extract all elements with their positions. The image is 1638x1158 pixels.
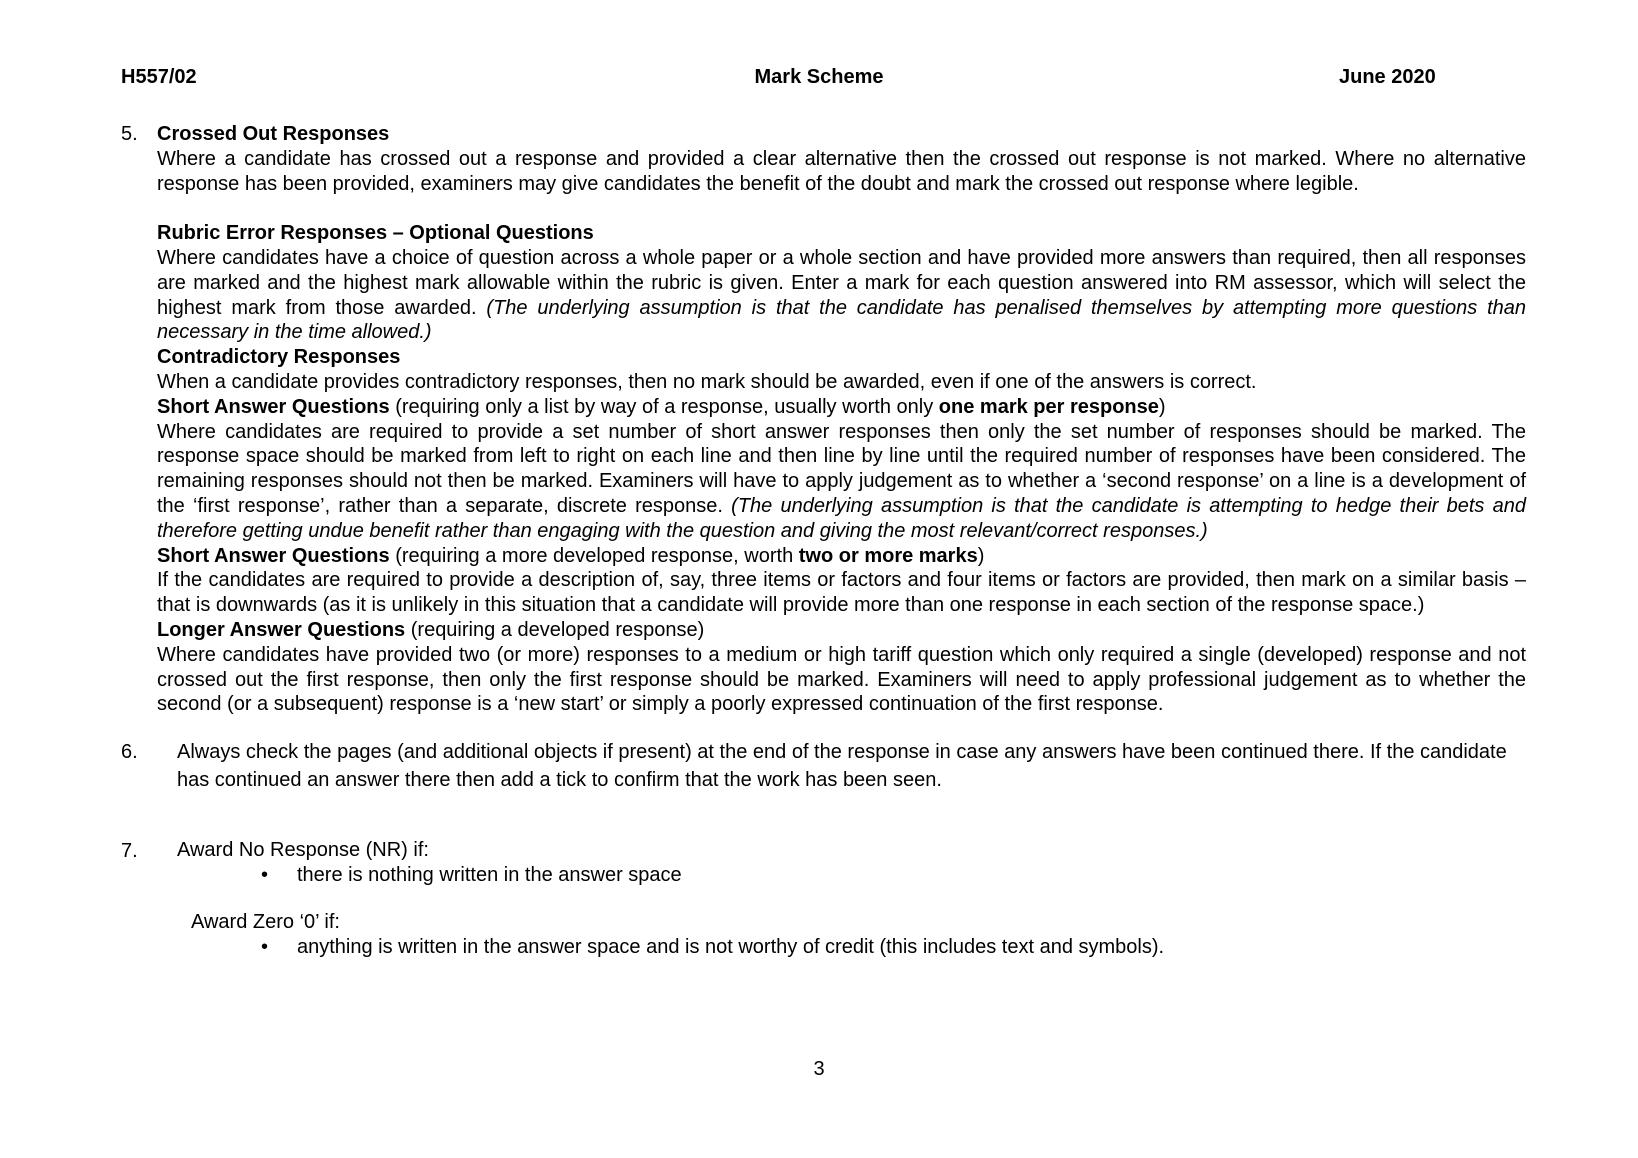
longer-answer-pre: (requiring a developed response) xyxy=(405,618,705,641)
longer-answer-text: Where candidates have provided two (or more) responses to a medium or high tariff question which only required a single (developed) response and not crossed out the first response, then only the first response should be marked. Examiners will need to apply professional judgement as to whether the second (or a subsequent) response is a ‘new start’ or simply a poorly expressed continuation of the first response. xyxy=(157,643,1526,716)
no-response-bullet xyxy=(121,863,1526,888)
rubric-heading: Rubric Error Responses – Optional Questions xyxy=(157,222,594,245)
document-title: Mark Scheme xyxy=(754,66,884,88)
bullet-icon: • xyxy=(261,935,269,958)
zero-intro: Award Zero ‘0’ if: xyxy=(191,910,340,933)
no-response-intro: Award No Response (NR) if: xyxy=(177,839,429,862)
short-answer-1-post: ) xyxy=(1158,395,1166,418)
longer-answer-heading-line xyxy=(157,618,1526,643)
zero-bullet-text: anything is written in the answer space and is not worthy of credit (this includes text and symbols). xyxy=(297,935,1165,958)
section-5-body xyxy=(157,122,1526,717)
section-number: 7. xyxy=(121,840,138,863)
section-number: 5. xyxy=(121,123,138,145)
section-6-text: Always check the pages (and additional objects if present) at the end of the response in case any answers have been continued there. If the candidate has continued an answer there then add a tick to confirm that the work has been seen. xyxy=(177,741,1507,791)
short-answer-1-text: Where candidates are required to provide a set number of short answer responses then only the set number of responses should be marked. The response space should be marked from left to right on each line and then line by line until the required number of responses have been considered. The remaining responses should not then be marked. Examiners will have to apply judgement as to whether a ‘second response’ on a line is a development of the ‘first response’, rather than a separate, discrete response. xyxy=(157,420,1526,517)
rubric-paragraph xyxy=(157,246,1526,345)
short-answer-1-pre: (requiring only a list by way of a response, usually worth only xyxy=(389,395,939,418)
short-answer-2-text: If the candidates are required to provide a description of, say, three items or factors and four items or factors are provided, then mark on a similar basis – that is downwards (as it is unlikely in this situation that a candidate will provide more than one response in each section of the response space.) xyxy=(157,569,1526,617)
zero-bullet xyxy=(121,935,1526,960)
short-answer-1-italic-note: (The underlying assumption is that the candidate is attempting to hedge their bets and therefore getting undue benefit rather than engaging with the question and giving the most relevant/correct responses.) xyxy=(157,494,1527,542)
section-5 xyxy=(121,122,1526,717)
longer-answer-heading: Longer Answer Questions xyxy=(157,618,406,641)
short-answer-1-heading: Short Answer Questions xyxy=(157,395,390,418)
page-content xyxy=(121,122,1526,959)
contradictory-heading: Contradictory Responses xyxy=(157,346,401,369)
rubric-italic-note: (The underlying assumption is that the candidate has penalised themselves by attempting more questions than necessary in the time allowed.) xyxy=(157,296,1527,344)
section-number: 6. xyxy=(121,741,138,764)
section-6 xyxy=(121,739,1526,794)
contradictory-text: When a candidate provides contradictory responses, then no mark should be awarded, even if one of the answers is correct. xyxy=(157,370,1257,393)
rubric-text: Where candidates have a choice of question across a whole paper or a whole section and have provided more answers than required, then all responses are marked and the highest mark allowable within the rubric is given. Enter a mark for each question answered into RM assessor, which will select the highest mark from those awarded. xyxy=(157,246,1526,319)
short-answer-2-bold: two or more marks xyxy=(798,544,978,567)
crossed-out-heading: Crossed Out Responses xyxy=(157,123,390,145)
document-code: H557/02 xyxy=(121,66,197,88)
document-date: June 2020 xyxy=(1339,66,1436,88)
short-answer-1-heading-line xyxy=(157,395,1526,420)
page-number: 3 xyxy=(813,1058,825,1080)
crossed-out-text: Where a candidate has crossed out a response and provided a clear alternative then the crossed out response is not marked. Where no alternative response has been provided, examiners may give candidates the benefit of the doubt and mark the crossed out response where legible. xyxy=(157,147,1526,195)
short-answer-1-paragraph xyxy=(157,420,1526,544)
no-response-bullet-text: there is nothing written in the answer space xyxy=(297,863,682,886)
short-answer-2-heading-line xyxy=(157,544,1526,569)
short-answer-2-pre: (requiring a more developed response, worth xyxy=(389,544,799,567)
short-answer-2-post: ) xyxy=(977,544,985,567)
section-7 xyxy=(121,838,1526,863)
bullet-icon: • xyxy=(261,863,269,886)
short-answer-1-bold: one mark per response xyxy=(938,395,1159,418)
short-answer-2-heading: Short Answer Questions xyxy=(157,544,390,567)
